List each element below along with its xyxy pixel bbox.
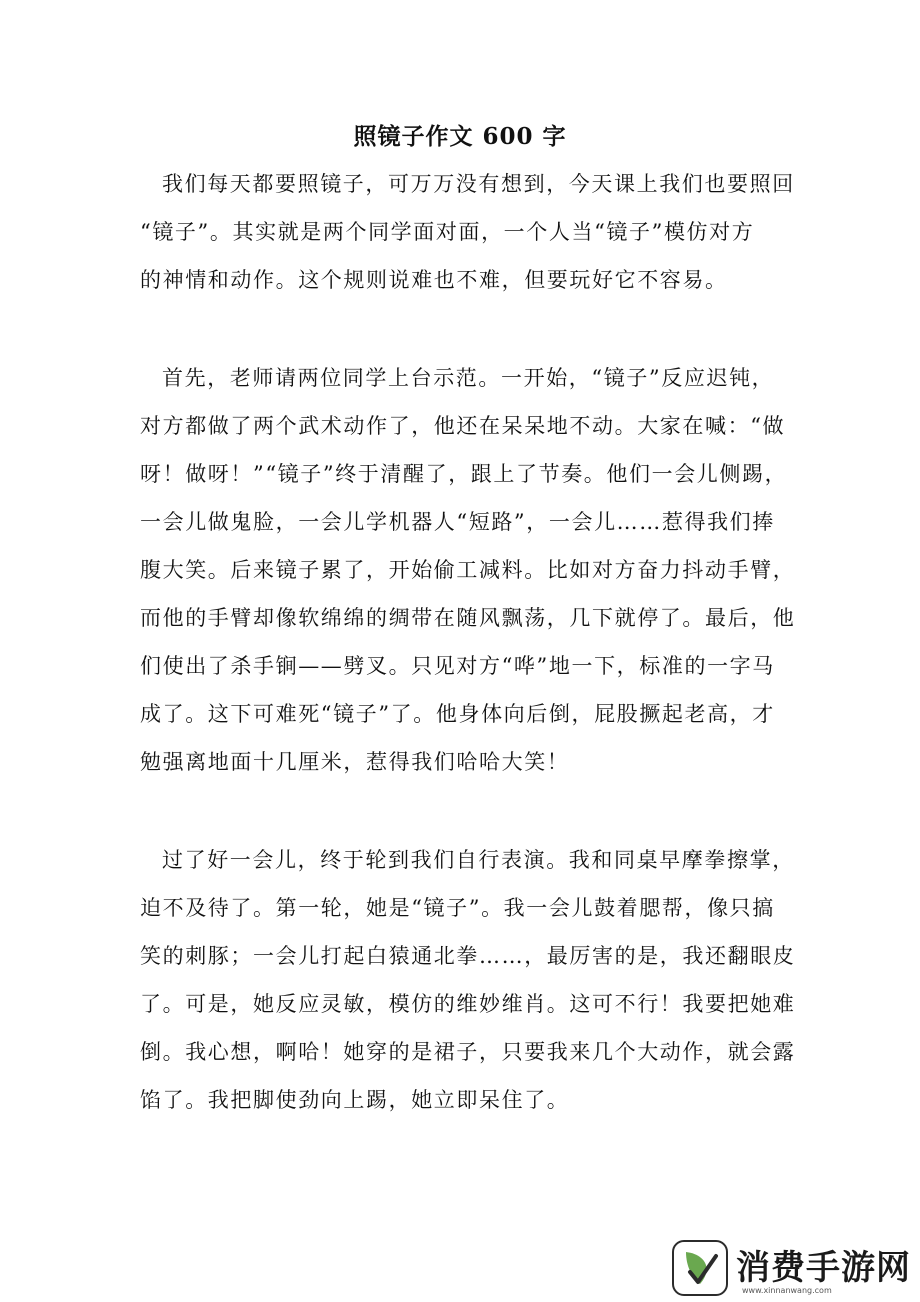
- paragraph-line: 过了好一会儿，终于轮到我们自行表演。我和同桌早摩拳擦掌，: [162, 848, 795, 872]
- page-title: 照镜子作文 600 字: [353, 123, 567, 150]
- paragraph-2: [140, 354, 796, 786]
- paragraph-line: 一会儿做鬼脸，一会儿学机器人“短路”，一会儿……惹得我们捧: [140, 510, 775, 534]
- paragraph-line: 对方都做了两个武术动作了，他还在呆呆地不动。大家在喊：“做: [140, 414, 786, 438]
- paragraph-line: 勉强离地面十几厘米，惹得我们哈哈大笑！: [140, 750, 570, 774]
- paragraph-line: 们使出了杀手锏——劈叉。只见对方“哗”地一下，标准的一字马: [140, 654, 775, 678]
- paragraph-line: 了。可是，她反应灵敏，模仿的维妙维肖。这可不行！我要把她难: [140, 992, 796, 1016]
- paragraph-line: 倒。我心想，啊哈！她穿的是裙子，只要我来几个大动作，就会露: [140, 1040, 796, 1064]
- paragraph-line: 笑的刺豚；一会儿打起白猿通北拳……，最厉害的是，我还翻眼皮: [140, 944, 796, 968]
- paragraph-line: “镜子”。其实就是两个同学面对面，一个人当“镜子”模仿对方: [140, 220, 755, 244]
- paragraph-line: 腹大笑。后来镜子累了，开始偷工减料。比如对方奋力抖动手臂，: [140, 558, 796, 582]
- paragraph-line: 而他的手臂却像软绵绵的绸带在随风飘荡，几下就停了。最后，他: [140, 606, 796, 630]
- paragraph-line: 成了。这下可难死“镜子”了。他身体向后倒，屁股撅起老高，才: [140, 702, 775, 726]
- paragraph-1: [140, 160, 795, 304]
- paragraph-line: 我们每天都要照镜子，可万万没有想到，今天课上我们也要照回: [162, 172, 795, 196]
- paragraph-line: 呀！做呀！”“镜子”终于清醒了，跟上了节奏。他们一会儿侧踢，: [140, 462, 788, 486]
- site-watermark[interactable]: [672, 1238, 912, 1298]
- paragraph-line: 迫不及待了。第一轮，她是“镜子”。我一会儿鼓着腮帮，像只搞: [140, 896, 775, 920]
- watermark-url: www.xinnanwang.com: [742, 1286, 832, 1295]
- paragraph-line: 的神情和动作。这个规则说难也不难，但要玩好它不容易。: [140, 268, 728, 292]
- paragraph-line: 首先，老师请两位同学上台示范。一开始，“镜子”反应迟钝，: [162, 366, 775, 390]
- leaf-check-icon: [672, 1240, 728, 1296]
- paragraph-line: 馅了。我把脚使劲向上踢，她立即呆住了。: [140, 1088, 570, 1112]
- watermark-site-name: 消费手游网: [736, 1248, 911, 1288]
- paragraph-3: [140, 836, 796, 1124]
